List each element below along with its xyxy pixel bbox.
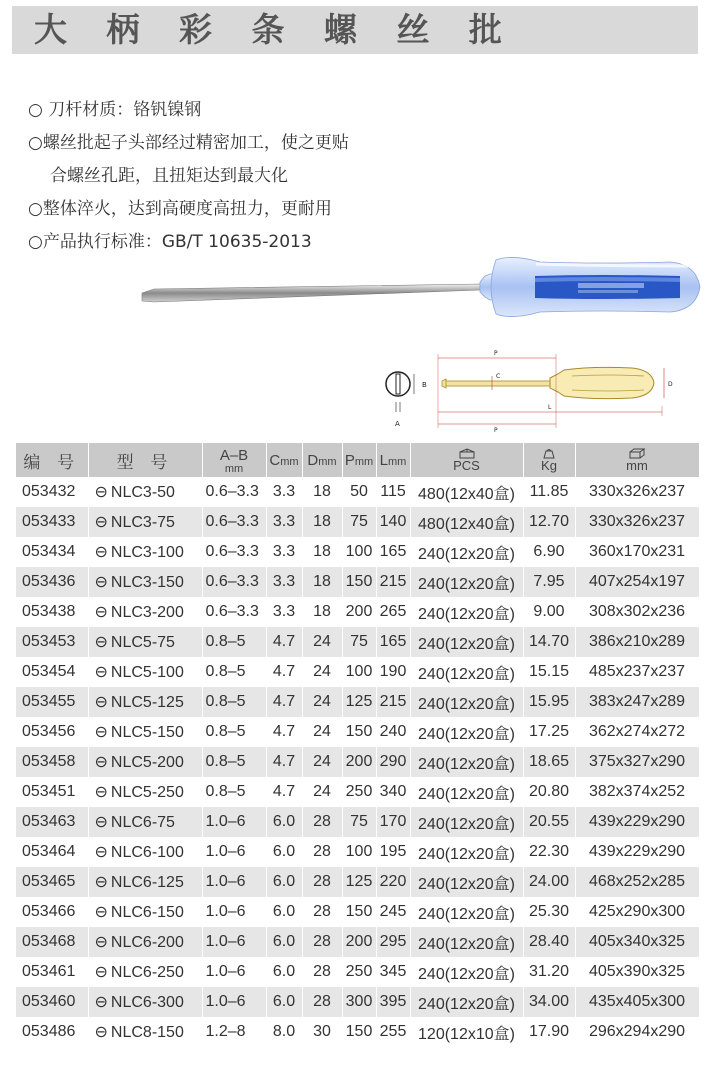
cell-kg: 28.40 [523, 927, 575, 957]
cell-d: 24 [302, 777, 342, 807]
cell-size: 435x405x300 [575, 987, 699, 1017]
cell-p: 250 [342, 957, 376, 987]
feature-item: ○ 刀杆材质：铬钒镍钢 [28, 100, 202, 120]
model-number: NLC5-125 [110, 694, 184, 711]
table-row [16, 597, 699, 627]
cell-c: 6.0 [266, 987, 302, 1017]
slotted-symbol-icon: ⊖ [94, 724, 108, 741]
model-number: NLC5-250 [110, 784, 184, 801]
feature-list [28, 94, 468, 259]
feature-continuation: 合螺丝孔距，且扭矩达到最大化 [50, 166, 288, 186]
cell-pcs: 240(12x20盒) [410, 837, 523, 867]
cell-model [88, 477, 202, 507]
cell-d: 18 [302, 537, 342, 567]
model-number: NLC6-75 [110, 814, 175, 831]
cell-code: 053486 [16, 1017, 88, 1047]
cell-l: 265 [376, 597, 410, 627]
cell-p: 100 [342, 657, 376, 687]
cell-size: 468x252x285 [575, 867, 699, 897]
slotted-symbol-icon: ⊖ [94, 694, 108, 711]
cell-l: 345 [376, 957, 410, 987]
cell-d: 18 [302, 597, 342, 627]
cell-pcs: 240(12x20盒) [410, 567, 523, 597]
slotted-symbol-icon: ⊖ [94, 604, 108, 621]
model-number: NLC5-200 [110, 754, 184, 771]
table-row [16, 957, 699, 987]
cell-l: 395 [376, 987, 410, 1017]
col-header-size: mm [575, 443, 699, 477]
cell-kg: 31.20 [523, 957, 575, 987]
cell-d: 28 [302, 957, 342, 987]
table-row [16, 867, 699, 897]
model-number: NLC3-75 [110, 514, 175, 531]
cell-l: 220 [376, 867, 410, 897]
cell-l: 170 [376, 807, 410, 837]
cell-l: 290 [376, 747, 410, 777]
model-number: NLC6-125 [110, 874, 184, 891]
cell-code: 053434 [16, 537, 88, 567]
cell-l: 295 [376, 927, 410, 957]
cell-model [88, 897, 202, 927]
cell-l: 165 [376, 627, 410, 657]
dimension-drawing [382, 346, 682, 436]
cell-model [88, 657, 202, 687]
table-row [16, 567, 699, 597]
cell-model [88, 927, 202, 957]
cell-pcs: 240(12x20盒) [410, 657, 523, 687]
cell-ab: 0.8–5 [202, 657, 266, 687]
cell-l: 240 [376, 717, 410, 747]
cell-size: 296x294x290 [575, 1017, 699, 1047]
cell-ab: 1.0–6 [202, 807, 266, 837]
model-number: NLC6-150 [110, 904, 184, 921]
cell-d: 28 [302, 927, 342, 957]
cell-p: 150 [342, 717, 376, 747]
col-header-code: 编 号 [16, 443, 88, 477]
model-number: NLC3-200 [110, 604, 184, 621]
cell-c: 6.0 [266, 807, 302, 837]
cell-ab: 0.6–3.3 [202, 597, 266, 627]
cell-pcs: 240(12x20盒) [410, 987, 523, 1017]
table-body [16, 477, 699, 1047]
cell-c: 3.3 [266, 537, 302, 567]
cell-model [88, 537, 202, 567]
cell-size: 330x326x237 [575, 477, 699, 507]
slotted-symbol-icon: ⊖ [94, 784, 108, 801]
cell-p: 100 [342, 837, 376, 867]
cell-model [88, 627, 202, 657]
cell-c: 8.0 [266, 1017, 302, 1047]
cell-d: 28 [302, 987, 342, 1017]
cell-d: 28 [302, 837, 342, 867]
table-row [16, 717, 699, 747]
cell-d: 28 [302, 897, 342, 927]
title-bar [12, 6, 698, 54]
cell-model [88, 987, 202, 1017]
cell-model [88, 1017, 202, 1047]
model-number: NLC3-50 [110, 484, 175, 501]
col-header-kg: Kg [523, 443, 575, 477]
cell-ab: 0.6–3.3 [202, 567, 266, 597]
cell-p: 75 [342, 807, 376, 837]
cell-model [88, 717, 202, 747]
cell-d: 24 [302, 747, 342, 777]
cell-code: 053456 [16, 717, 88, 747]
cell-kg: 25.30 [523, 897, 575, 927]
cell-kg: 12.70 [523, 507, 575, 537]
cell-pcs: 240(12x20盒) [410, 597, 523, 627]
cell-ab: 1.0–6 [202, 837, 266, 867]
table-row [16, 657, 699, 687]
slotted-symbol-icon: ⊖ [94, 874, 108, 891]
cell-size: 405x340x325 [575, 927, 699, 957]
cell-p: 75 [342, 627, 376, 657]
slotted-symbol-icon: ⊖ [94, 664, 108, 681]
cell-c: 4.7 [266, 717, 302, 747]
cell-kg: 14.70 [523, 627, 575, 657]
cell-model [88, 687, 202, 717]
cell-l: 190 [376, 657, 410, 687]
cell-code: 053465 [16, 867, 88, 897]
cell-size: 405x390x325 [575, 957, 699, 987]
cell-kg: 17.90 [523, 1017, 575, 1047]
cell-c: 4.7 [266, 687, 302, 717]
cell-c: 3.3 [266, 597, 302, 627]
cell-code: 053468 [16, 927, 88, 957]
cell-pcs: 240(12x20盒) [410, 927, 523, 957]
col-header-c: Cmm [266, 443, 302, 477]
cell-size: 375x327x290 [575, 747, 699, 777]
cell-c: 6.0 [266, 897, 302, 927]
slotted-symbol-icon: ⊖ [94, 934, 108, 951]
table-row [16, 927, 699, 957]
cell-p: 200 [342, 597, 376, 627]
cell-ab: 0.6–3.3 [202, 477, 266, 507]
dim-label-p-bottom: P [494, 427, 498, 434]
cell-kg: 9.00 [523, 597, 575, 627]
table-row [16, 807, 699, 837]
cell-pcs: 240(12x20盒) [410, 747, 523, 777]
screwdriver-photo [140, 254, 705, 324]
cell-code: 053464 [16, 837, 88, 867]
cell-code: 053451 [16, 777, 88, 807]
model-number: NLC5-75 [110, 634, 175, 651]
cell-p: 75 [342, 507, 376, 537]
cell-kg: 11.85 [523, 477, 575, 507]
model-number: NLC6-250 [110, 964, 184, 981]
cell-pcs: 240(12x20盒) [410, 687, 523, 717]
cell-code: 053458 [16, 747, 88, 777]
cell-d: 30 [302, 1017, 342, 1047]
table-row [16, 777, 699, 807]
table-row [16, 897, 699, 927]
cell-p: 150 [342, 897, 376, 927]
cell-p: 125 [342, 687, 376, 717]
cell-d: 24 [302, 687, 342, 717]
cell-pcs: 480(12x40盒) [410, 507, 523, 537]
cell-code: 053455 [16, 687, 88, 717]
cell-c: 4.7 [266, 777, 302, 807]
cell-code: 053453 [16, 627, 88, 657]
slotted-symbol-icon: ⊖ [94, 844, 108, 861]
cell-kg: 34.00 [523, 987, 575, 1017]
cell-model [88, 957, 202, 987]
spec-table [16, 443, 700, 1047]
cell-c: 6.0 [266, 867, 302, 897]
cell-l: 245 [376, 897, 410, 927]
cell-ab: 0.8–5 [202, 747, 266, 777]
cell-size: 330x326x237 [575, 507, 699, 537]
dim-label-l: L [548, 404, 552, 411]
cell-kg: 17.25 [523, 717, 575, 747]
dim-label-b: B [422, 381, 427, 389]
cell-kg: 24.00 [523, 867, 575, 897]
cell-l: 215 [376, 567, 410, 597]
slotted-symbol-icon: ⊖ [94, 1024, 108, 1041]
cell-size: 485x237x237 [575, 657, 699, 687]
model-number: NLC3-100 [110, 544, 184, 561]
col-header-p: Pmm [342, 443, 376, 477]
cell-l: 215 [376, 687, 410, 717]
cell-code: 053436 [16, 567, 88, 597]
cell-model [88, 837, 202, 867]
feature-item: ○产品执行标准：GB/T 10635-2013 [28, 232, 312, 252]
cell-code: 053466 [16, 897, 88, 927]
cell-c: 6.0 [266, 837, 302, 867]
cell-c: 4.7 [266, 627, 302, 657]
cell-kg: 7.95 [523, 567, 575, 597]
cell-ab: 0.6–3.3 [202, 537, 266, 567]
col-header-ab: A–B mm [202, 443, 266, 477]
cell-kg: 18.65 [523, 747, 575, 777]
dim-label-c: C [496, 373, 501, 380]
model-number: NLC6-200 [110, 934, 184, 951]
cell-l: 140 [376, 507, 410, 537]
feature-item: ○整体淬火，达到高硬度高扭力，更耐用 [28, 199, 332, 219]
cell-size: 382x374x252 [575, 777, 699, 807]
slotted-symbol-icon: ⊖ [94, 904, 108, 921]
table-header-row [16, 443, 699, 477]
slotted-symbol-icon: ⊖ [94, 544, 108, 561]
cell-code: 053463 [16, 807, 88, 837]
cell-d: 18 [302, 477, 342, 507]
cell-pcs: 120(12x10盒) [410, 1017, 523, 1047]
cell-pcs: 240(12x20盒) [410, 537, 523, 567]
model-number: NLC3-150 [110, 574, 184, 591]
cell-c: 3.3 [266, 507, 302, 537]
cell-p: 50 [342, 477, 376, 507]
cell-kg: 22.30 [523, 837, 575, 867]
dim-label-a: A [395, 420, 400, 428]
model-number: NLC6-100 [110, 844, 184, 861]
cell-d: 24 [302, 627, 342, 657]
page-title: 大 柄 彩 条 螺 丝 批 [34, 10, 516, 49]
cell-ab: 0.8–5 [202, 777, 266, 807]
cell-model [88, 777, 202, 807]
cell-l: 115 [376, 477, 410, 507]
cell-d: 18 [302, 567, 342, 597]
col-header-d: Dmm [302, 443, 342, 477]
cell-kg: 20.55 [523, 807, 575, 837]
cell-ab: 0.8–5 [202, 717, 266, 747]
cell-d: 24 [302, 657, 342, 687]
cell-ab: 1.0–6 [202, 957, 266, 987]
cell-c: 4.7 [266, 657, 302, 687]
slotted-symbol-icon: ⊖ [94, 574, 108, 591]
cell-code: 053432 [16, 477, 88, 507]
cell-pcs: 240(12x20盒) [410, 627, 523, 657]
cell-c: 3.3 [266, 477, 302, 507]
cell-ab: 0.8–5 [202, 627, 266, 657]
cell-pcs: 240(12x20盒) [410, 867, 523, 897]
cell-size: 362x274x272 [575, 717, 699, 747]
cell-l: 195 [376, 837, 410, 867]
cell-kg: 6.90 [523, 537, 575, 567]
model-number: NLC6-300 [110, 994, 184, 1011]
table-row [16, 507, 699, 537]
col-header-l: Lmm [376, 443, 410, 477]
cell-model [88, 567, 202, 597]
cell-ab: 1.0–6 [202, 867, 266, 897]
cell-code: 053433 [16, 507, 88, 537]
cell-p: 250 [342, 777, 376, 807]
cell-ab: 1.0–6 [202, 987, 266, 1017]
dim-label-d: D [668, 381, 673, 388]
cell-model [88, 747, 202, 777]
cell-model [88, 597, 202, 627]
cell-p: 200 [342, 747, 376, 777]
cell-pcs: 240(12x20盒) [410, 807, 523, 837]
cell-size: 439x229x290 [575, 837, 699, 867]
model-number: NLC8-150 [110, 1024, 184, 1041]
cell-size: 360x170x231 [575, 537, 699, 567]
table-row [16, 687, 699, 717]
slotted-symbol-icon: ⊖ [94, 484, 108, 501]
slotted-symbol-icon: ⊖ [94, 514, 108, 531]
cell-pcs: 240(12x20盒) [410, 957, 523, 987]
cell-pcs: 480(12x40盒) [410, 477, 523, 507]
cell-pcs: 240(12x20盒) [410, 717, 523, 747]
cell-size: 439x229x290 [575, 807, 699, 837]
cell-code: 053438 [16, 597, 88, 627]
cell-d: 28 [302, 807, 342, 837]
table-row [16, 987, 699, 1017]
cell-c: 6.0 [266, 957, 302, 987]
cell-model [88, 507, 202, 537]
table-row [16, 747, 699, 777]
cell-kg: 15.95 [523, 687, 575, 717]
cell-model [88, 867, 202, 897]
cell-c: 4.7 [266, 747, 302, 777]
cell-size: 383x247x289 [575, 687, 699, 717]
cell-pcs: 240(12x20盒) [410, 897, 523, 927]
cell-ab: 0.8–5 [202, 687, 266, 717]
table-row [16, 537, 699, 567]
feature-item: ○螺丝批起子头部经过精密加工，使之更贴 [28, 133, 349, 153]
cell-c: 3.3 [266, 567, 302, 597]
slotted-symbol-icon: ⊖ [94, 994, 108, 1011]
cell-kg: 20.80 [523, 777, 575, 807]
cell-ab: 0.6–3.3 [202, 507, 266, 537]
cell-p: 150 [342, 1017, 376, 1047]
col-header-pcs: PCS [410, 443, 523, 477]
col-header-model: 型 号 [88, 443, 202, 477]
cell-ab: 1.0–6 [202, 927, 266, 957]
cell-model [88, 807, 202, 837]
cell-code: 053454 [16, 657, 88, 687]
cell-l: 255 [376, 1017, 410, 1047]
cell-p: 300 [342, 987, 376, 1017]
table-row [16, 627, 699, 657]
model-number: NLC5-150 [110, 724, 184, 741]
feature-item-continued [28, 160, 468, 193]
cell-size: 407x254x197 [575, 567, 699, 597]
slotted-symbol-icon: ⊖ [94, 814, 108, 831]
cell-pcs: 240(12x20盒) [410, 777, 523, 807]
cell-code: 053460 [16, 987, 88, 1017]
cell-size: 386x210x289 [575, 627, 699, 657]
cell-c: 6.0 [266, 927, 302, 957]
cell-ab: 1.0–6 [202, 897, 266, 927]
cell-size: 308x302x236 [575, 597, 699, 627]
slotted-symbol-icon: ⊖ [94, 754, 108, 771]
table-row [16, 477, 699, 507]
cell-p: 150 [342, 567, 376, 597]
cell-p: 200 [342, 927, 376, 957]
cell-l: 340 [376, 777, 410, 807]
slotted-symbol-icon: ⊖ [94, 964, 108, 981]
cell-ab: 1.2–8 [202, 1017, 266, 1047]
cell-p: 100 [342, 537, 376, 567]
cell-code: 053461 [16, 957, 88, 987]
cell-size: 425x290x300 [575, 897, 699, 927]
cell-d: 18 [302, 507, 342, 537]
table-row [16, 837, 699, 867]
cell-l: 165 [376, 537, 410, 567]
dim-label-p-top: P [494, 350, 498, 357]
cell-kg: 15.15 [523, 657, 575, 687]
table-row [16, 1017, 699, 1047]
cell-d: 24 [302, 717, 342, 747]
slotted-symbol-icon: ⊖ [94, 634, 108, 651]
model-number: NLC5-100 [110, 664, 184, 681]
cell-d: 28 [302, 867, 342, 897]
cell-p: 125 [342, 867, 376, 897]
